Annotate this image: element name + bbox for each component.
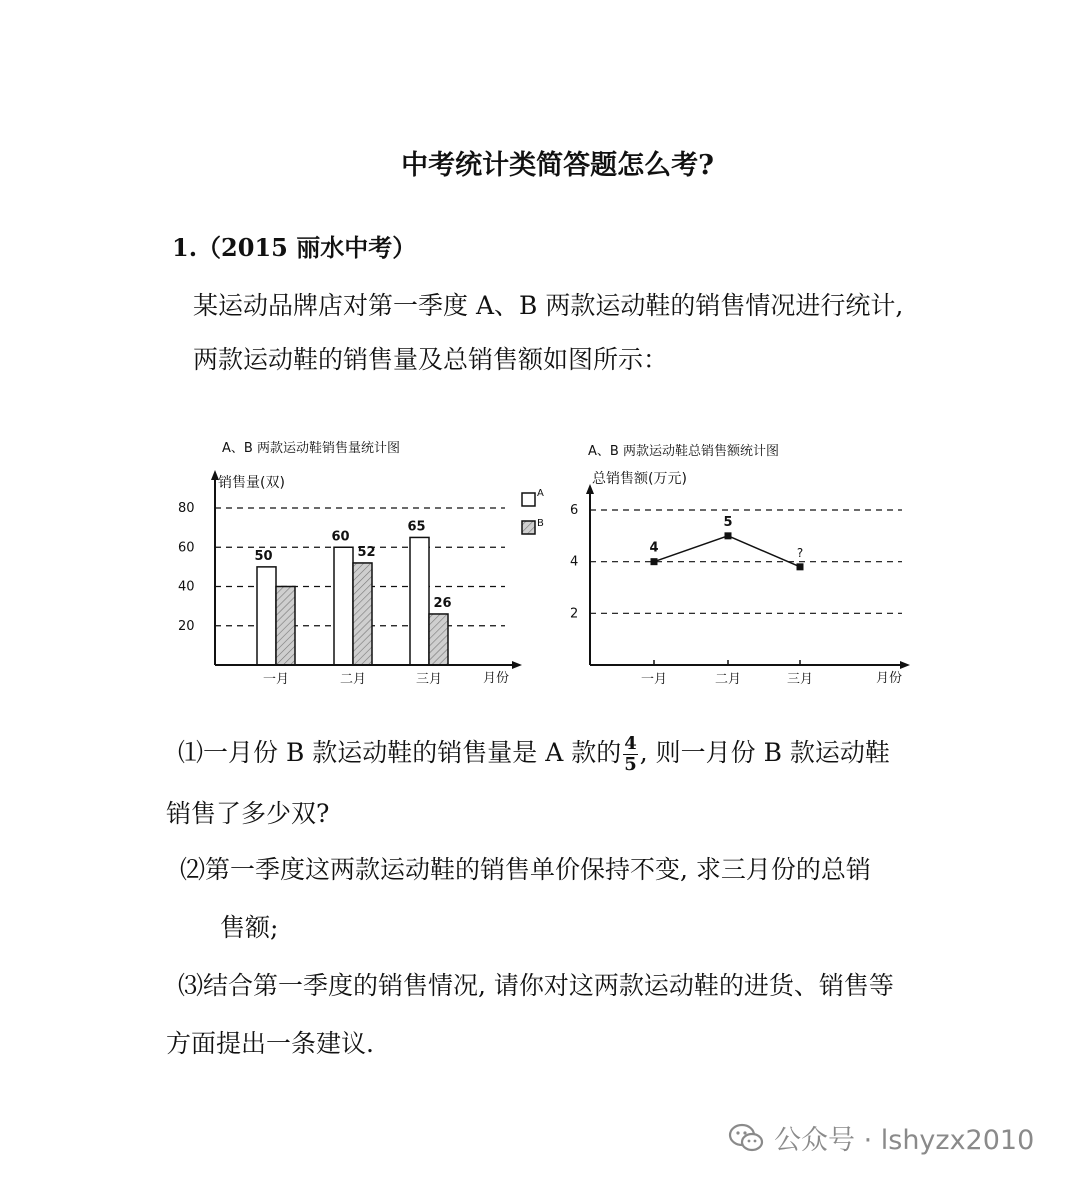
legend-swatch-b (522, 521, 535, 534)
bar-a-3 (410, 537, 429, 665)
question-header: 1.（2015 丽水中考） (172, 233, 417, 262)
line-chart-xlabel: 月份 (876, 671, 903, 686)
subquestion-2-line-1: ⑵第一季度这两款运动鞋的销售单价保持不变, 求三月份的总销 (180, 855, 871, 884)
intro-line-1: 某运动品牌店对第一季度 A、B 两款运动鞋的销售情况进行统计, (193, 291, 904, 320)
intro-line-2: 两款运动鞋的销售量及总销售额如图所示： (193, 345, 669, 374)
legend-swatch-a (522, 493, 535, 506)
line-x-tick-label: 二月 (714, 672, 742, 687)
subquestion-1-line-1 (178, 733, 890, 775)
line-value-label: 4 (649, 540, 659, 556)
fraction-denominator: 5 (624, 754, 637, 775)
bar-x-tick-label: 二月 (339, 672, 367, 687)
line-value-label: 5 (723, 514, 733, 530)
watermark (728, 1118, 1034, 1157)
bar-value-label: 50 (254, 548, 273, 564)
subquestion-2-line-2: 售额; (220, 913, 279, 942)
bar-chart-title: A、B 两款运动鞋销售量统计图 (222, 441, 400, 456)
legend-label-a: A (537, 488, 544, 499)
wechat-icon (728, 1123, 764, 1153)
line-x-tick-label: 三月 (786, 672, 814, 687)
subquestion-1-after: , 则一月份 B 款运动鞋 (639, 738, 890, 767)
line-chart-ylabel: 总销售额(万元) (592, 471, 687, 487)
subquestion-1-line-2: 销售了多少双? (166, 799, 330, 828)
line-point (797, 563, 804, 570)
bar-b-3 (429, 614, 448, 665)
bar-y-tick-label: 40 (178, 579, 195, 595)
bar-value-label: 26 (433, 595, 452, 611)
bar-y-tick-label: 80 (178, 501, 195, 516)
line-x-tick-label: 一月 (640, 672, 668, 687)
bar-x-tick-label: 一月 (262, 672, 290, 687)
subquestion-3-line-2: 方面提出一条建议. (166, 1029, 374, 1058)
bar-b-1 (276, 587, 295, 666)
bar-y-tick-label: 60 (178, 540, 195, 556)
line-point (651, 558, 658, 565)
line-chart-title: A、B 两款运动鞋总销售额统计图 (588, 444, 779, 459)
fraction-numerator: 4 (624, 733, 637, 754)
bar-x-tick-label: 三月 (415, 672, 443, 687)
fraction-four-fifths (623, 734, 638, 775)
bar-value-label: 65 (407, 519, 426, 535)
legend-label-b: B (537, 518, 544, 529)
bar-a-1 (257, 567, 276, 665)
watermark-label: 公众号 · lshyzx2010 (774, 1125, 1035, 1156)
subquestion-3-line-1: ⑶结合第一季度的销售情况, 请你对这两款运动鞋的进货、销售等 (178, 971, 894, 1000)
bar-b-2 (353, 563, 372, 665)
subquestion-1-before: ⑴一月份 B 款运动鞋的销售量是 A 款的 (178, 738, 622, 767)
page-title: 中考统计类简答题怎么考? (401, 150, 714, 181)
bar-a-2 (334, 547, 353, 665)
line-x-axis-arrow (900, 661, 910, 669)
bar-x-axis-arrow (512, 661, 522, 669)
line-y-tick-label: 4 (570, 554, 579, 570)
bar-chart-xlabel: 月份 (483, 671, 510, 686)
bar-y-tick-label: 20 (178, 618, 195, 634)
bar-legend (522, 488, 544, 534)
bar-value-label: 60 (331, 529, 350, 545)
bar-value-label: 52 (357, 544, 376, 560)
line-y-tick-label: 6 (570, 503, 579, 518)
line-point (725, 532, 732, 539)
line-y-tick-label: 2 (570, 606, 579, 622)
sales-volume-chart (160, 420, 550, 695)
total-sales-chart (570, 420, 915, 695)
line-value-label: ? (796, 545, 804, 560)
bar-chart-ylabel: 销售量(双) (218, 475, 285, 491)
